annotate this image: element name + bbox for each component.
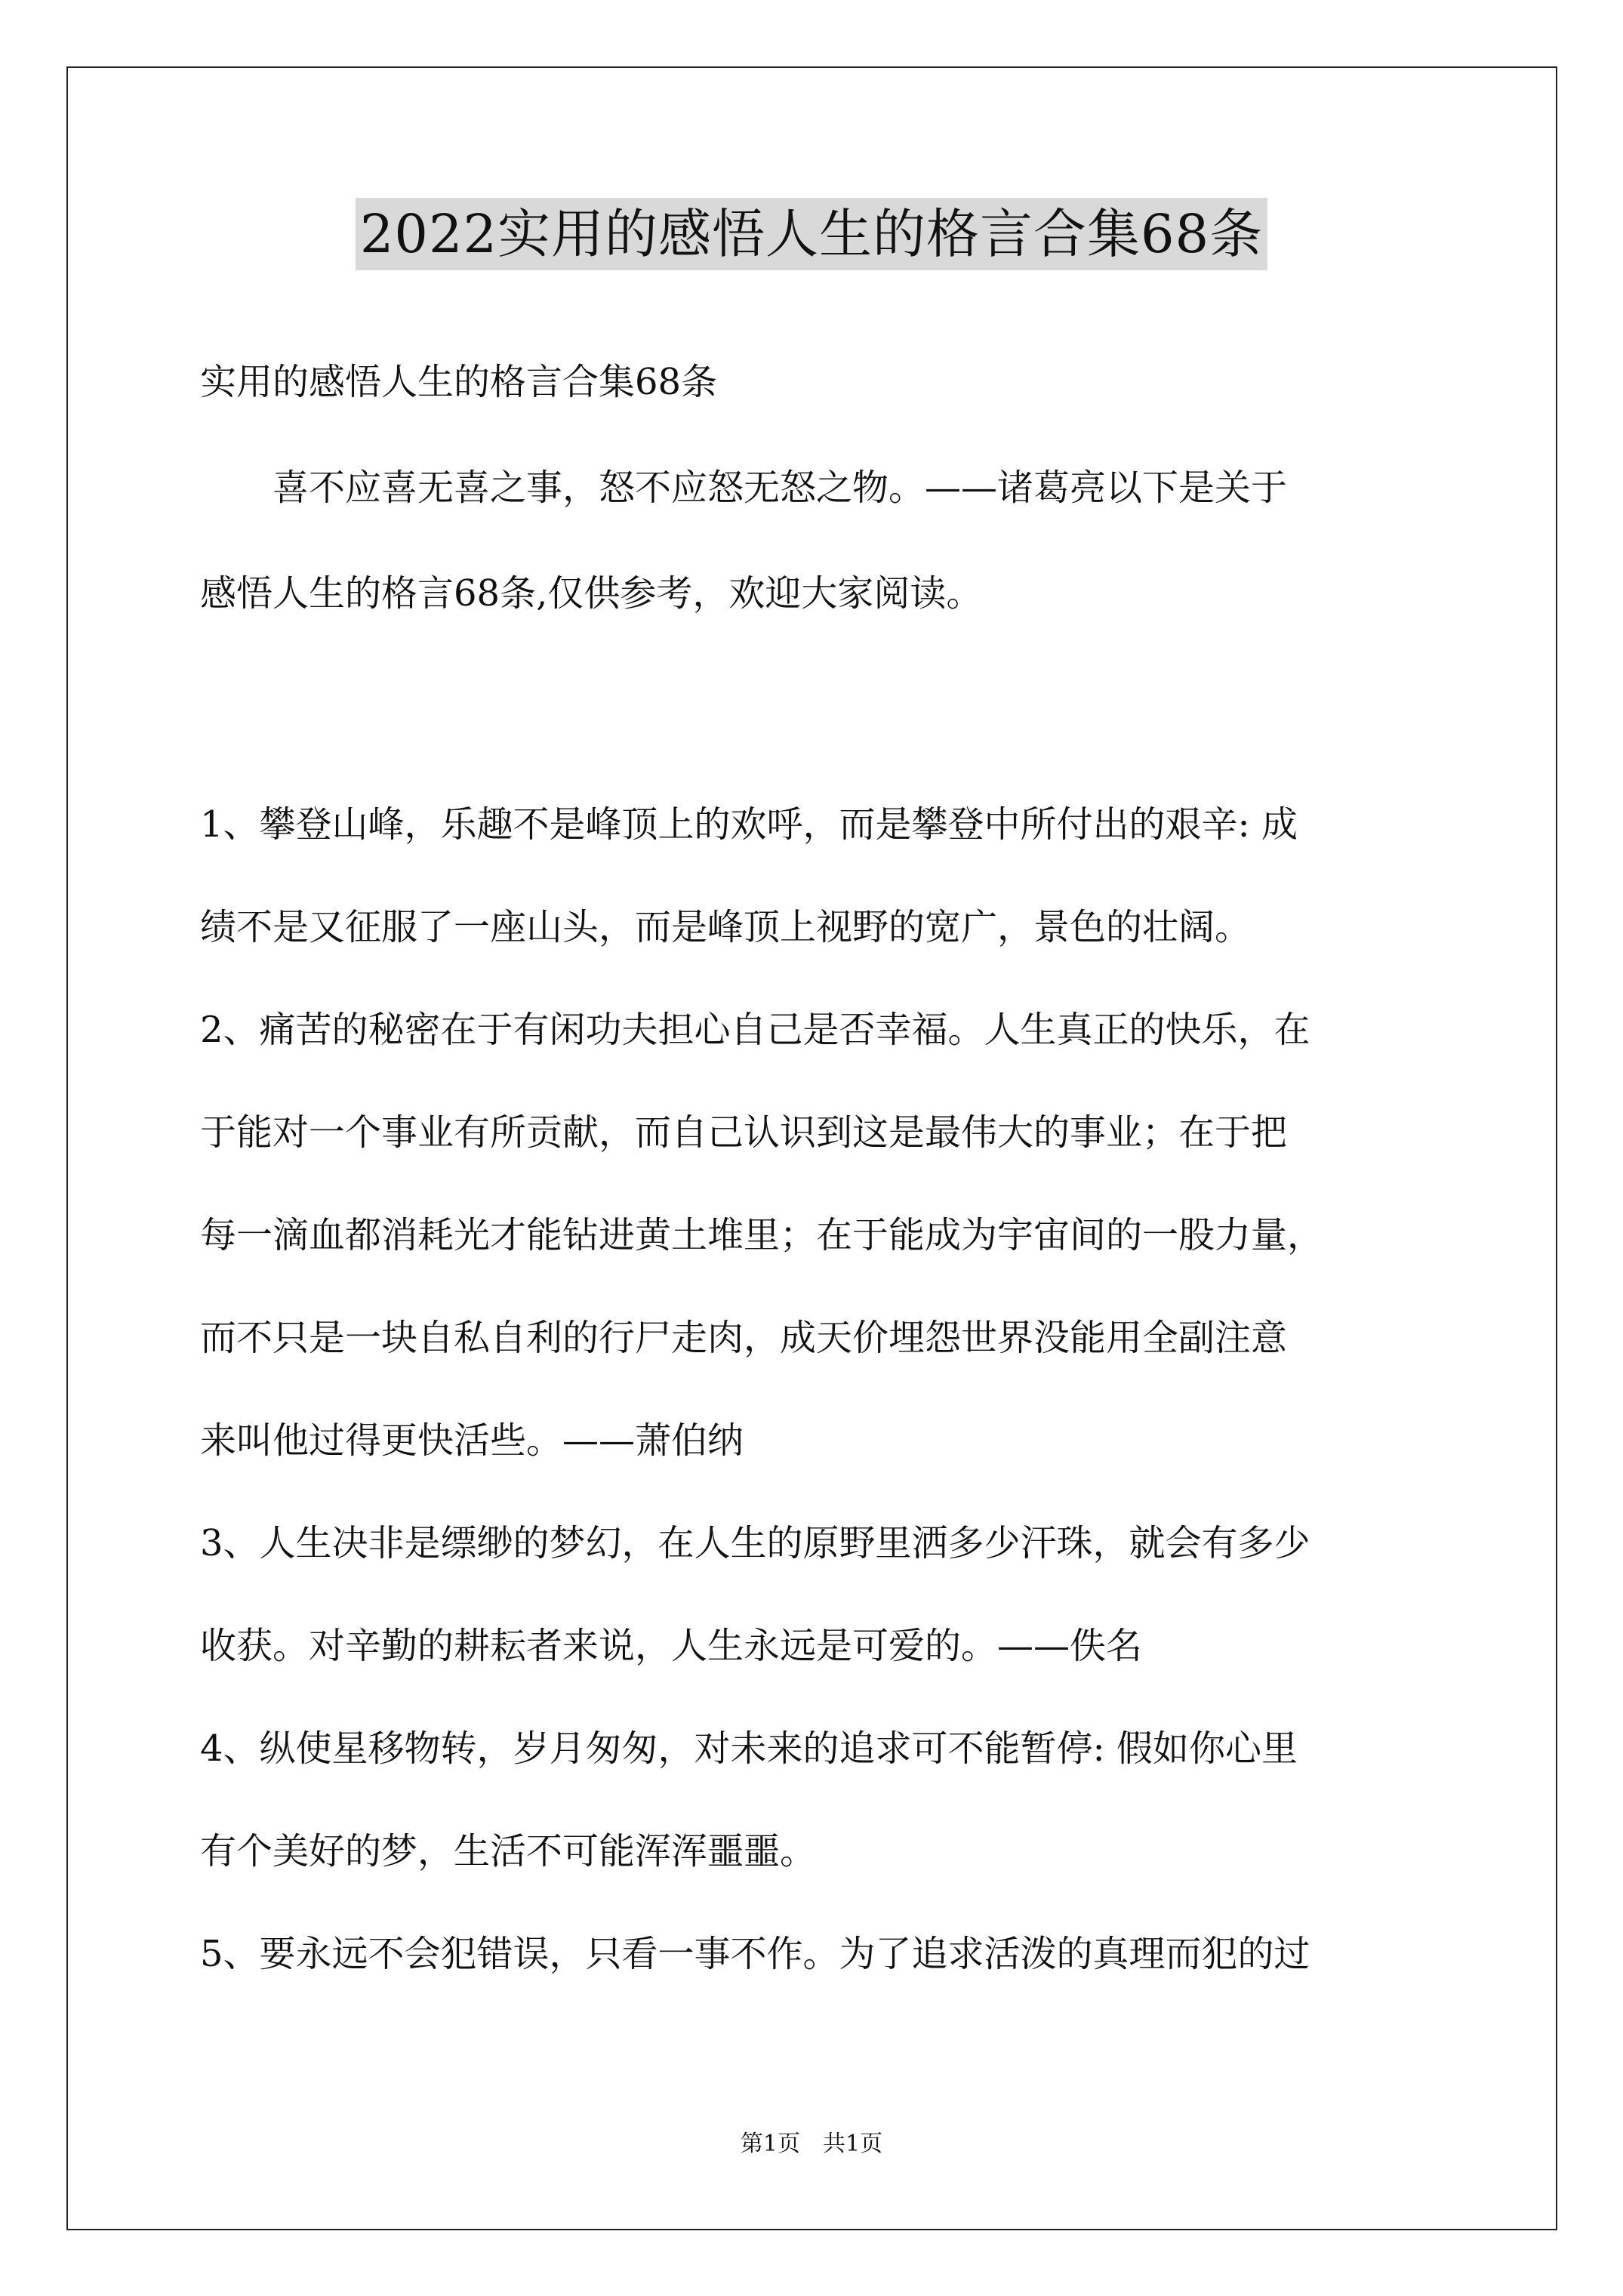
page-footer: 第1页 共1页: [740, 2131, 883, 2157]
item-3-line-1: 3、人生决非是缥缈的梦幻，在人生的原野里洒多少汗珠，就会有多少: [200, 1522, 1310, 1564]
item-1-line-2: 绩不是又征服了一座山头，而是峰顶上视野的宽广，景色的壮阔。: [200, 906, 1252, 948]
item-5-line-1: 5、要永远不会犯错误，只看一事不作。为了追求活泼的真理而犯的过: [200, 1933, 1310, 1975]
item-2-line-1: 2、痛苦的秘密在于有闲功夫担心自己是否幸福。人生真正的快乐，在: [200, 1009, 1310, 1051]
item-3-line-2: 收获。对辛勤的耕耘者来说，人生永远是可爱的。——佚名: [200, 1625, 1143, 1667]
item-2-line-3: 每一滴血都消耗光才能钻进黄土堆里；在于能成为宇宙间的一股力量，: [200, 1214, 1324, 1256]
item-1-line-1: 1、攀登山峰，乐趣不是峰顶上的欢呼，而是攀登中所付出的艰辛: 成: [200, 803, 1298, 846]
subtitle: 实用的感悟人生的格言合集68条: [200, 361, 718, 403]
item-2-line-5: 来叫他过得更快活些。——萧伯纳: [200, 1419, 744, 1462]
item-2-line-4: 而不只是一块自私自利的行尸走肉，成天价埋怨世界没能用全副注意: [200, 1317, 1288, 1359]
item-4-line-1: 4、纵使星移物转，岁月匆匆，对未来的追求可不能暂停: 假如你心里: [200, 1727, 1298, 1770]
intro-line-1: 喜不应喜无喜之事，怒不应怒无怒之物。——诸葛亮以下是关于: [200, 467, 1288, 509]
intro-line-2: 感悟人生的格言68条,仅供参考，欢迎大家阅读。: [200, 572, 983, 615]
title-container: [0, 198, 1623, 270]
item-4-line-2: 有个美好的梦，生活不可能浑浑噩噩。: [200, 1830, 817, 1872]
page-title: 2022实用的感悟人生的格言合集68条: [356, 198, 1267, 270]
item-2-line-2: 于能对一个事业有所贡献，而自己认识到这是最伟大的事业；在于把: [200, 1111, 1288, 1154]
